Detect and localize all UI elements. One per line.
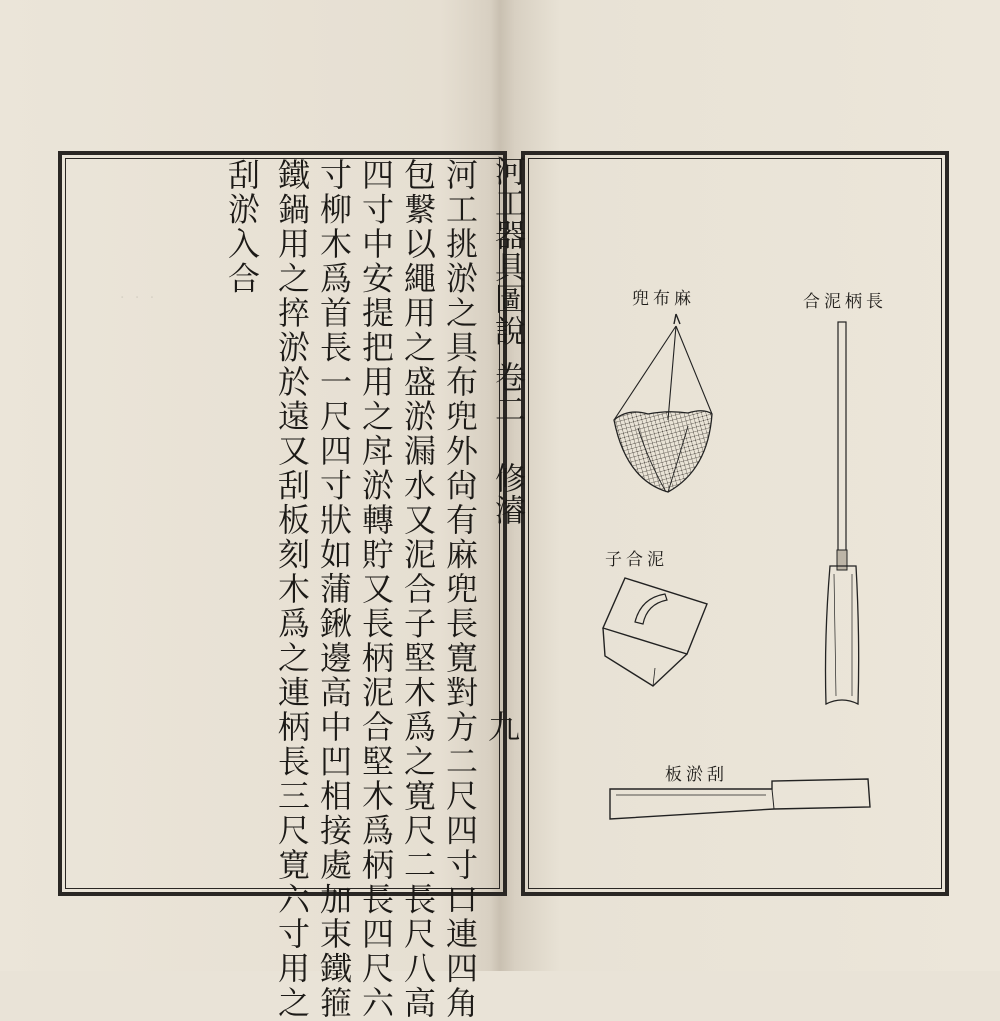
book-title bbox=[489, 155, 525, 526]
caption-scraper: 刮淤板 bbox=[665, 765, 728, 785]
scraper-board-illustration bbox=[606, 775, 876, 825]
mud-box-illustration bbox=[595, 568, 715, 693]
long-handle-scoop-illustration bbox=[820, 318, 870, 710]
text-column-3: 四寸中安提把用之戽淤轉貯又長柄泥合堅木爲柄長四尺六 bbox=[357, 158, 395, 1021]
text-column-2: 包繋以繩用之盛淤漏水又泥合子堅木爲之寛尺二長尺八高 bbox=[399, 158, 437, 1021]
section-label: 卷二 修濬 bbox=[489, 361, 525, 526]
caption-long-handle-scoop: 長柄泥合 bbox=[803, 292, 887, 312]
caption-hemp-bag: 麻布兜 bbox=[632, 289, 695, 309]
text-column-1: 河工挑淤之具布兜外尙有麻兜長寛對方二尺四寸口連四角 bbox=[441, 158, 479, 1021]
book-title-text: 河工器具圖說 bbox=[489, 155, 525, 347]
caption-mud-box: 泥合子 bbox=[605, 550, 668, 570]
text-column-5: 鐵鍋用之捽淤於遠又刮板刻木爲之連柄長三尺寛六寸用之 bbox=[273, 158, 311, 1021]
hemp-bag-illustration bbox=[608, 310, 718, 500]
text-column-4: 寸柳木爲首長一尺四寸狀如蒲鍬邊高中凹相接處加束鐵箍 bbox=[315, 158, 353, 1021]
page-number: 九 bbox=[483, 710, 521, 742]
bleed-through-left: · · · bbox=[120, 290, 158, 306]
text-column-6: 刮淤入合 bbox=[223, 158, 261, 296]
